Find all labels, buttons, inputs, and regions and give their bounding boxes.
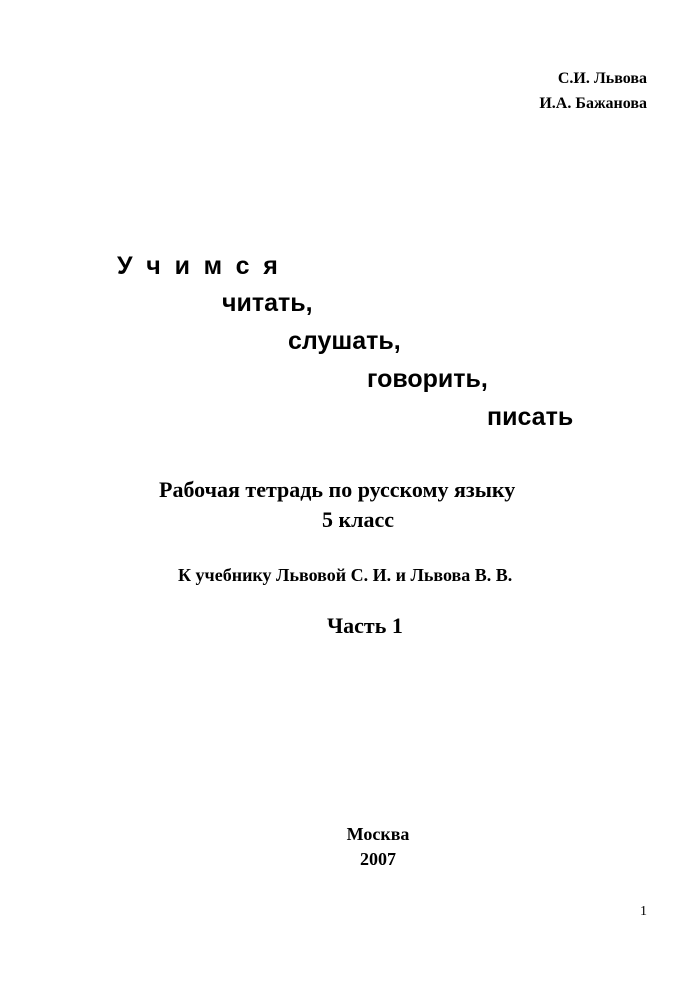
publication-city: Москва	[346, 824, 410, 844]
headline-line: Учимся	[117, 252, 292, 280]
authors-block	[539, 66, 647, 116]
publication-year: 2007	[360, 849, 396, 869]
grade-label: 5 класс	[322, 507, 395, 532]
part-label: Часть 1	[327, 613, 403, 638]
headline-line: говорить,	[367, 365, 488, 393]
headline-line: слушать,	[288, 327, 401, 355]
headline-line: читать,	[222, 289, 313, 317]
author-name: С.И. Львова	[557, 70, 647, 87]
author-name: И.А. Бажанова	[539, 95, 647, 112]
workbook-title: Рабочая тетрадь по русскому языку	[159, 477, 516, 502]
page-number: 1	[640, 904, 647, 919]
textbook-reference: К учебнику Львовой С. И. и Львова В. В.	[178, 565, 513, 585]
headline-line: писать	[487, 403, 574, 431]
